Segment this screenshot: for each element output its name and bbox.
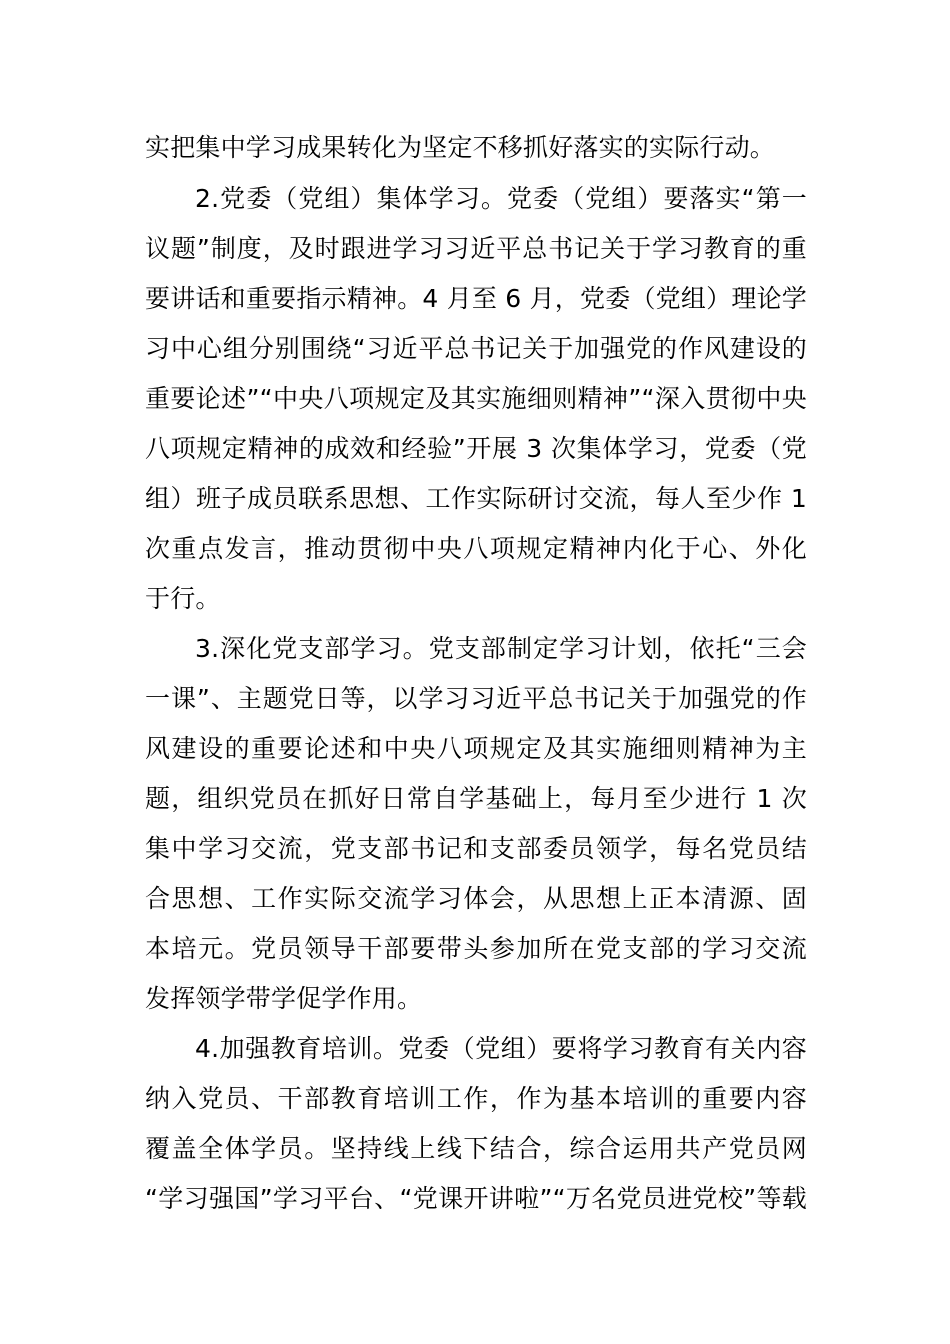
text-line: 要讲话和重要指示精神。4 月至 6 月，党委（党组）理论学 <box>145 284 807 313</box>
text-line: 本培元。党员领导干部要带头参加所在党支部的学习交流 <box>145 934 807 963</box>
text-line: 覆盖全体学员。坚持线上线下结合，综合运用共产党员网 <box>145 1134 807 1163</box>
text-line: 次重点发言，推动贯彻中央八项规定精神内化于心、外化 <box>145 534 807 563</box>
text-line: 八项规定精神的成效和经验”开展 3 次集体学习，党委（党 <box>145 434 807 463</box>
text-line: 题，组织党员在抓好日常自学基础上，每月至少进行 1 次 <box>145 784 807 813</box>
text-line: 发挥领学带学促学作用。 <box>145 984 423 1013</box>
paragraph-heading-line: 2.党委（党组）集体学习。党委（党组）要落实“第一 <box>195 184 807 213</box>
text-line: 议题”制度，及时跟进学习习近平总书记关于学习教育的重 <box>145 234 807 263</box>
text-line: 一课”、主题党日等，以学习习近平总书记关于加强党的作 <box>145 684 807 713</box>
text-line: 纳入党员、干部教育培训工作，作为基本培训的重要内容 <box>145 1084 807 1113</box>
text-line: 集中学习交流，党支部书记和支部委员领学，每名党员结 <box>145 834 807 863</box>
text-line: 重要论述”“中央八项规定及其实施细则精神”“深入贯彻中央 <box>145 384 807 413</box>
text-line: 风建设的重要论述和中央八项规定及其实施细则精神为主 <box>145 734 807 763</box>
paragraph-heading-line: 4.加强教育培训。党委（党组）要将学习教育有关内容 <box>195 1034 807 1063</box>
text-line: 组）班子成员联系思想、工作实际研讨交流，每人至少作 1 <box>145 484 807 513</box>
text-line: 于行。 <box>145 584 221 613</box>
text-line: 合思想、工作实际交流学习体会，从思想上正本清源、固 <box>145 884 807 913</box>
paragraph-heading-line: 3.深化党支部学习。党支部制定学习计划，依托“三会 <box>195 634 807 663</box>
text-line: “学习强国”学习平台、“党课开讲啦”“万名党员进党校”等载 <box>145 1184 807 1213</box>
text-line: 习中心组分别围绕“习近平总书记关于加强党的作风建设的 <box>145 334 807 363</box>
text-line: 实把集中学习成果转化为坚定不移抓好落实的实际行动。 <box>145 133 776 162</box>
